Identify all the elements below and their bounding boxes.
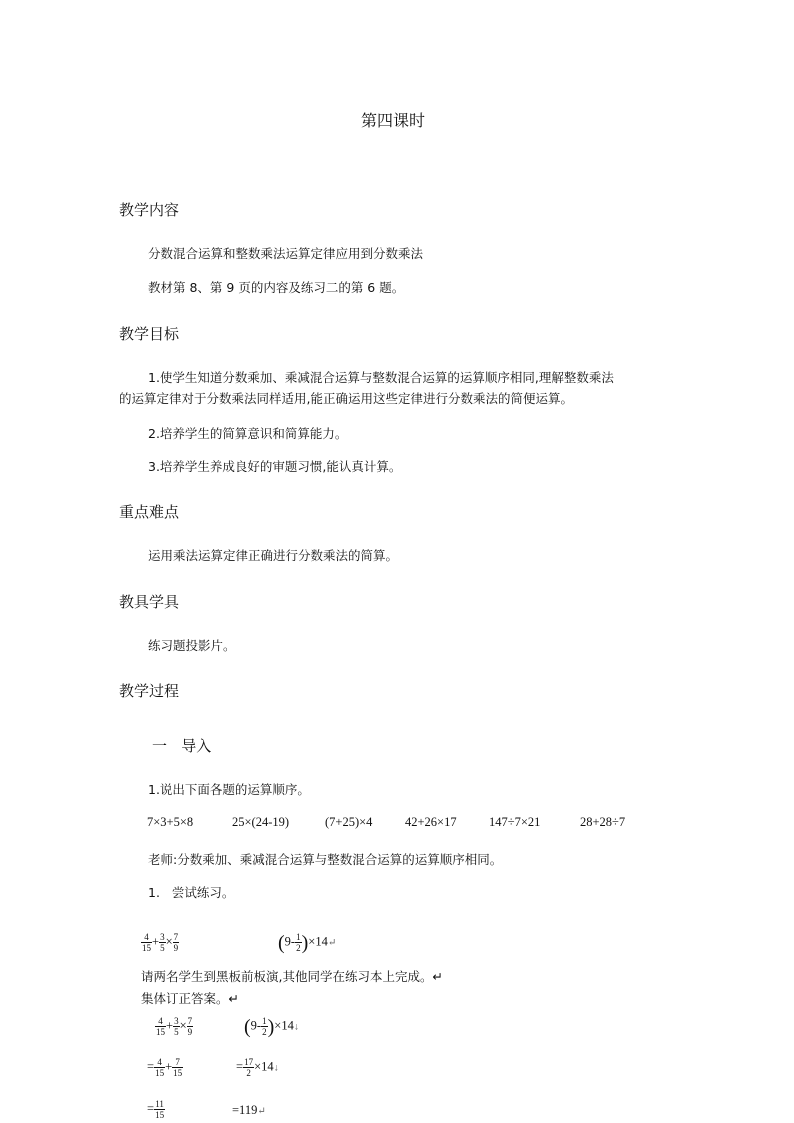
heading-key-points: 重点难点 — [119, 503, 180, 521]
expr-5: 147÷7×21 — [489, 815, 541, 829]
content-line-1: 分数混合运算和整数乘法运算定律应用到分数乘法 — [148, 246, 424, 261]
solution-b-step1: = $\frac{17}{2}$ ×14↓ — [236, 1057, 279, 1078]
problem-b: (9- $\frac{1}{2}$ )×14↵ — [278, 931, 337, 954]
heading-content: 教学内容 — [119, 201, 180, 219]
solution-a-step1: = $\frac{4}{15}$ + $\frac{7}{15}$ — [147, 1057, 183, 1078]
content-line-2: 教材第 8、第 9 页的内容及练习二的第 6 题。 — [148, 280, 405, 295]
solution-a-result: = $\frac{11}{15}$ — [147, 1099, 165, 1120]
page-title: 第四课时 — [361, 111, 426, 130]
solution-b-result: =119↵ — [232, 1103, 266, 1117]
question-order: 1.说出下面各题的运算顺序。 — [148, 782, 310, 797]
heading-tools: 教具学具 — [119, 593, 180, 611]
question-try: 1. 尝试练习。 — [148, 885, 235, 900]
expr-6: 28+28÷7 — [580, 815, 626, 829]
solution-b: (9- $\frac{1}{2}$ )×14↓ — [244, 1015, 299, 1038]
board-instruction: 请两名学生到黑板前板演,其他同学在练习本上完成。↵ — [141, 969, 443, 984]
tools-text: 练习题投影片。 — [148, 638, 236, 653]
goal-item-3: 3.培养学生养成良好的审题习惯,能认真计算。 — [148, 459, 402, 474]
goal-item-1: 1.使学生知道分数乘加、乘减混合运算与整数混合运算的运算顺序相同,理解整数乘法 — [148, 370, 614, 385]
key-points-text: 运用乘法运算定律正确进行分数乘法的简算。 — [148, 548, 399, 563]
solution-a: $\frac{4}{15}$ + $\frac{3}{5}$ × $\frac{7}{9}$ — [156, 1016, 193, 1037]
expr-1: 7×3+5×8 — [147, 815, 194, 829]
heading-process: 教学过程 — [119, 682, 180, 700]
step-intro: 一 导入 — [152, 737, 212, 755]
problem-a: $\frac{4}{15}$ + $\frac{3}{5}$ × $\frac{7}{9}$ — [142, 932, 179, 953]
check-answers: 集体订正答案。↵ — [141, 991, 239, 1006]
expr-4: 42+26×17 — [405, 815, 457, 829]
expr-3: (7+25)×4 — [325, 815, 373, 829]
expr-2: 25×(24-19) — [232, 815, 290, 829]
goal-item-2: 2.培养学生的简算意识和简算能力。 — [148, 426, 348, 441]
goal-item-1-cont: 的运算定律对于分数乘法同样适用,能正确运用这些定律进行分数乘法的简便运算。 — [119, 391, 573, 406]
teacher-note: 老师:分数乘加、乘减混合运算与整数混合运算的运算顺序相同。 — [148, 852, 503, 867]
heading-goals: 教学目标 — [119, 325, 180, 343]
